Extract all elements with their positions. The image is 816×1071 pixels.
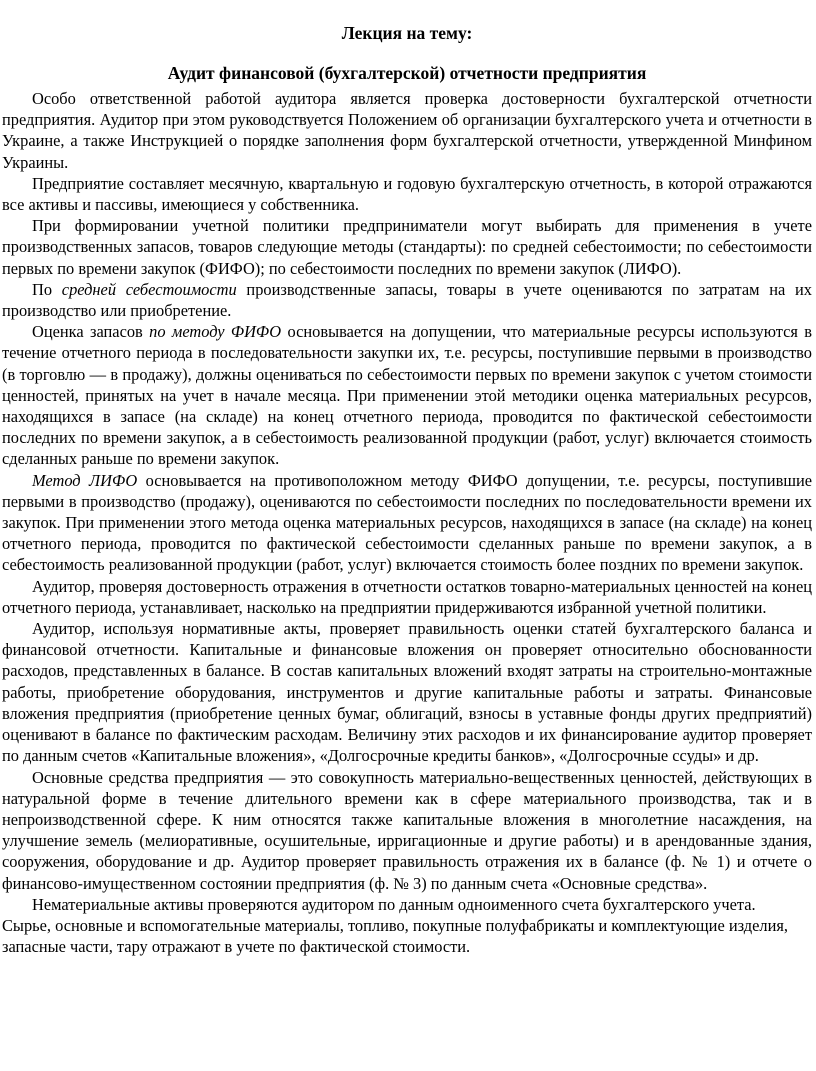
paragraph-4-start: По — [32, 279, 62, 299]
paragraph-7: Аудитор, проверяя достоверность отражения в отчетности остатков товарно-материальных ценностей на конец отчетного периода, устанавливает, насколько на предприятии придерживаются избранной учетной политики. — [2, 576, 812, 617]
page-title: Лекция на тему: — [341, 23, 473, 43]
paragraph-10: Нематериальные активы проверяются аудитором по данным одноименного счета бухгалтерского учета. — [32, 894, 756, 914]
paragraph-4-end: производственные запасы, товары в учете оцениваются по затратам на их производство или приобретение. — [2, 279, 812, 321]
paragraph-2: Предприятие составляет месячную, квартальную и годовую бухгалтерскую отчетность, в которой отражаются все активы и пассивы, имеющиеся у собственника. — [2, 173, 812, 215]
paragraph-6 — [2, 470, 812, 576]
paragraph-9: Основные средства предприятия — это совокупность материально-вещественных ценностей, действующих в натуральной форме в течение длительного времени как в сфере материального производства, так и в непроизводственной сфере. К ним относятся также капитальные вложения в многолетние насаждения, на улучшение земель (мелиоративные, осушительные, ирригационные и другие работы) и в арендованные здания, сооружения, оборудование и др. Аудитор проверяет правильность отражения их в балансе (ф. № 1) и отчете о финансово-имущественном состоянии предприятия (ф. № 3) по данным счета «Основные средства». — [2, 767, 812, 893]
paragraph-8: Аудитор, используя нормативные акты, проверяет правильность оценки статей бухгалтерского баланса и финансовой отчетности. Капитальные и финансовые вложения он проверяет относительно обоснованности расходов, представленных в балансе. В состав капитальных вложений входят затраты на строительно-монтажные работы, приобретение оборудования, инструментов и другие капитальные работы и затраты. Финансовые вложения предприятия (приобретение ценных бумаг, облигаций, взносы в уставные фонды других предприятий) оценивают в балансе по фактическим расходам. Величину этих расходов и их финансирование аудитор проверяет по данным счетов «Капитальные вложения», «Долгосрочные кредиты банков», «Долгосрочные ссуды» и др. — [2, 619, 812, 766]
paragraph-5-emphasis: по методу ФИФО — [149, 322, 282, 342]
paragraph-1: Особо ответственной работой аудитора является проверка достоверности бухгалтерской отчетности предприятия. Аудитор при этом руководствуется Положением об организации бухгалтерского учета и отчетности в Украине, а также Инструкцией о порядке заполнения форм бухгалтерской отчетности, утвержденной Минфином Украины. — [2, 89, 812, 172]
paragraph-5-start: Оценка запасов — [32, 322, 150, 342]
paragraph-5 — [2, 321, 812, 469]
paragraph-4 — [2, 279, 812, 321]
paragraph-6-emphasis: Метод ЛИФО — [32, 470, 138, 490]
paragraph-4-emphasis: средней себестоимости — [61, 279, 237, 299]
page-subtitle: Аудит финансовой (бухгалтерской) отчетности предприятия — [167, 63, 647, 83]
paragraph-5-end: основывается на допущении, что материальные ресурсы используются в течение отчетного периода в последовательности закупки их, т.е. ресурсы, поступившие первыми в производство (в торговлю — в продажу), должны оцениваться по себестоимости первых по времени закупок с учетом стоимости ценностей, принятых на учет в начале месяца. При применении этой методики оценка материальных ресурсов, находящихся в запасе (на складе) на конец отчетного периода, проводится по фактической себестоимости последних по времени закупок, а в себестоимость реализованной продукции (работ, услуг) включается стоимость сделанных раньше по времени закупок. — [2, 322, 813, 469]
paragraph-3: При формировании учетной политики предприниматели могут выбирать для применения в учете производственных запасов, товаров следующие методы (стандарты): по средней себестоимости; по себестоимости первых по времени закупок (ФИФО); по себестоимости последних по времени закупок (ЛИФО). — [2, 216, 812, 278]
paragraph-11: Сырье, основные и вспомогательные материалы, топливо, покупные полуфабрикаты и комплектующие изделия, запасные части, тару отражают в учете по фактической стоимости. — [2, 915, 788, 957]
paragraph-6-end: основывается на противоположном методу ФИФО допущении, т.е. ресурсы, поступившие первыми в производство (продажу), оцениваются по себестоимости последних по последовательности времени их закупок. При применении этого метода оценка материальных ресурсов, находящихся в запасе (на складе) на конец отчетного периода, проводится по фактической себестоимости сделанных раньше по времени закупок, а в себестоимость реализованной продукции (работ, услуг) включается стоимость более поздних по времени закупок. — [2, 470, 812, 575]
